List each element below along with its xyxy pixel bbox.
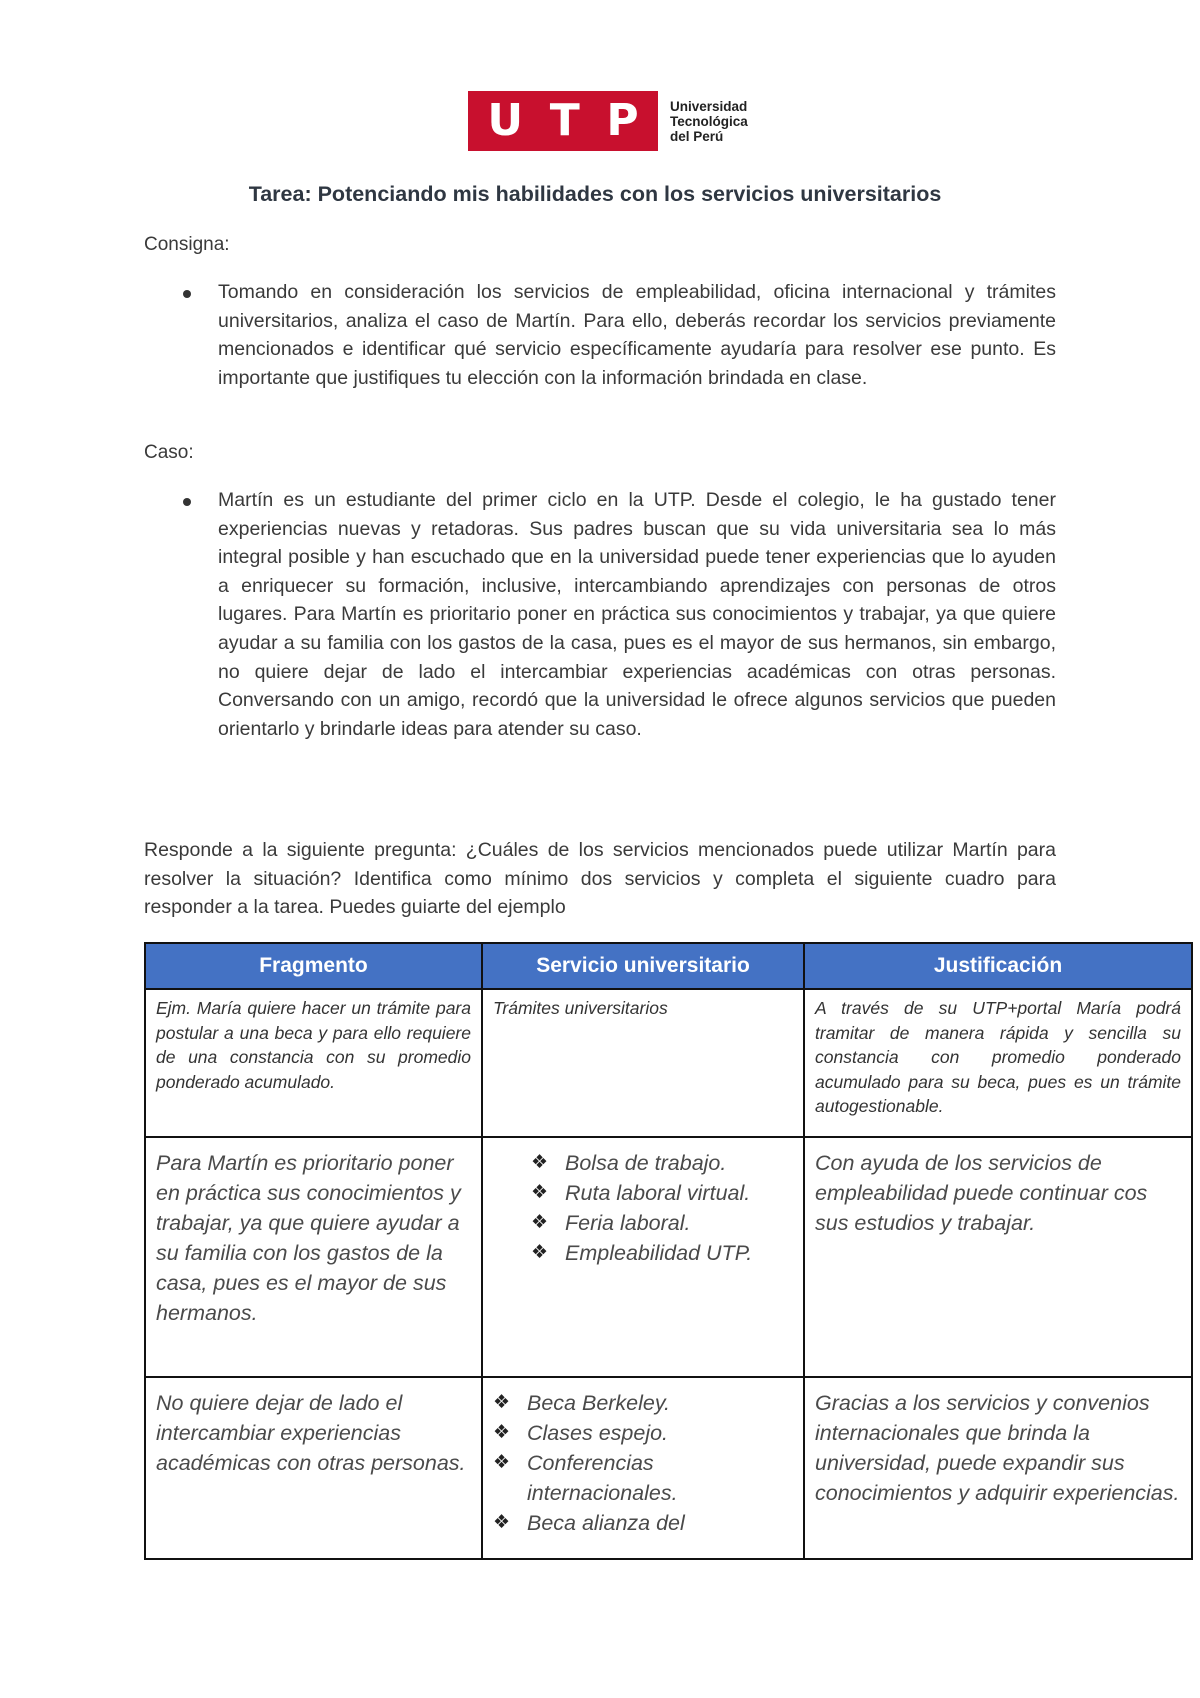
example-fragment: Ejm. María quiere hacer un trámite para postular a una beca y para ello requiere de una constancia con su promedio ponderado acumulado. bbox=[145, 989, 482, 1137]
header-servicio: Servicio universitario bbox=[482, 943, 804, 989]
diamond-bullet-icon: ❖ bbox=[493, 1392, 511, 1413]
diamond-bullet-icon: ❖ bbox=[531, 1182, 549, 1203]
instruction-paragraph: Responde a la siguiente pregunta: ¿Cuáles de los servicios mencionados puede utilizar Martín para resolver la situación? Identifica como mínimo dos servicios y completa el siguiente cuadro para responder a la tarea. Puedes guiarte del ejemplo bbox=[144, 839, 1056, 919]
list-item bbox=[531, 1208, 793, 1238]
caso-text: Martín es un estudiante del primer ciclo en la UTP. Desde el colegio, le ha gustado tener experiencias nuevas y retadoras. Sus padres buscan que su vida universitaria sea lo más integral posible y han escuchado que en la universidad puede tener experiencias que lo ayuden a enriquecer su formación, inclusive, intercambiando aprendizajes con personas de otros lugares. Para Martín es prioritario poner en práctica sus conocimientos y trabajar, ya que quiere ayudar a su familia con los gastos de la casa, pues es el mayor de sus hermanos, sin embargo, no quiere dejar de lado el intercambiar experiencias académicas con otras personas. Conversando con un amigo, recordó que la universidad le ofrece algunos servicios que pueden orientarlo y brindarle ideas para atender su caso. bbox=[218, 489, 1056, 740]
list-item bbox=[531, 1238, 793, 1268]
table-row bbox=[145, 1137, 1192, 1377]
service-label: Clases espejo. bbox=[527, 1421, 669, 1445]
diamond-bullet-icon: ❖ bbox=[493, 1512, 511, 1533]
service-label: Ruta laboral virtual. bbox=[565, 1181, 751, 1205]
list-item bbox=[493, 1508, 793, 1538]
answer-table bbox=[144, 942, 1193, 1560]
document-title: Tarea: Potenciando mis habilidades con los servicios universitarios bbox=[248, 182, 942, 206]
logo-text-line: del Perú bbox=[670, 128, 724, 144]
diamond-bullet-icon: ❖ bbox=[493, 1422, 511, 1443]
list-item bbox=[493, 1388, 793, 1418]
service-label: Bolsa de trabajo. bbox=[565, 1151, 727, 1175]
logo-university-name bbox=[670, 99, 748, 144]
bullet-dot-icon bbox=[183, 498, 191, 506]
header-fragmento: Fragmento bbox=[145, 943, 482, 989]
table-header-row bbox=[145, 943, 1192, 989]
caso-label: Caso: bbox=[144, 442, 194, 463]
service-label: Conferencias internacionales. bbox=[527, 1451, 678, 1505]
consigna-label: Consigna: bbox=[144, 234, 230, 255]
answer-services bbox=[482, 1377, 804, 1559]
list-item bbox=[493, 1448, 793, 1508]
services-list bbox=[493, 1148, 793, 1268]
answer-fragment: Para Martín es prioritario poner en práctica sus conocimientos y trabajar, ya que quiere ayudar a su familia con los gastos de la casa, pues es el mayor de sus hermanos. bbox=[145, 1137, 482, 1377]
consigna-text: Tomando en consideración los servicios de empleabilidad, oficina internacional y trámites universitarios, analiza el caso de Martín. Para ello, deberás recordar los servicios previamente mencionados e identificar qué servicio específicamente ayudaría para resolver ese punto. Es importante que justifiques tu elección con la información brindada en clase. bbox=[218, 281, 1056, 389]
header-justificacion: Justificación bbox=[804, 943, 1192, 989]
services-list bbox=[493, 1388, 793, 1538]
example-service: Trámites universitarios bbox=[482, 989, 804, 1137]
list-item bbox=[531, 1178, 793, 1208]
answer-fragment: No quiere dejar de lado el intercambiar experiencias académicas con otras personas. bbox=[145, 1377, 482, 1559]
example-justification: A través de su UTP+portal María podrá tramitar de manera rápida y sencilla su constancia con promedio ponderado acumulado para su beca, pues es un trámite autogestionable. bbox=[804, 989, 1192, 1137]
logo-block bbox=[468, 91, 658, 151]
logo-text-line: Universidad bbox=[670, 98, 748, 114]
answer-justification: Gracias a los servicios y convenios internacionales que brinda la universidad, puede expandir sus conocimientos y adquirir experiencias. bbox=[804, 1377, 1192, 1559]
diamond-bullet-icon: ❖ bbox=[531, 1212, 549, 1233]
logo-letter-t: T bbox=[549, 95, 580, 146]
table-row bbox=[145, 1377, 1192, 1559]
service-label: Empleabilidad UTP. bbox=[565, 1241, 753, 1265]
answer-justification: Con ayuda de los servicios de empleabilidad puede continuar cos sus estudios y trabajar. bbox=[804, 1137, 1192, 1377]
diamond-bullet-icon: ❖ bbox=[531, 1242, 549, 1263]
service-label: Feria laboral. bbox=[565, 1211, 691, 1235]
service-label: Beca Berkeley. bbox=[527, 1391, 671, 1415]
table-row-example bbox=[145, 989, 1192, 1137]
answer-services bbox=[482, 1137, 804, 1377]
utp-logo bbox=[468, 91, 748, 151]
list-item bbox=[493, 1418, 793, 1448]
list-item bbox=[531, 1148, 793, 1178]
diamond-bullet-icon: ❖ bbox=[493, 1452, 511, 1473]
logo-text-line: Tecnológica bbox=[670, 113, 748, 129]
service-label: Beca alianza del bbox=[527, 1511, 685, 1535]
bullet-dot-icon bbox=[183, 290, 191, 298]
logo-letter-p: P bbox=[606, 95, 639, 146]
diamond-bullet-icon: ❖ bbox=[531, 1152, 549, 1173]
logo-letter-u: U bbox=[487, 95, 524, 146]
